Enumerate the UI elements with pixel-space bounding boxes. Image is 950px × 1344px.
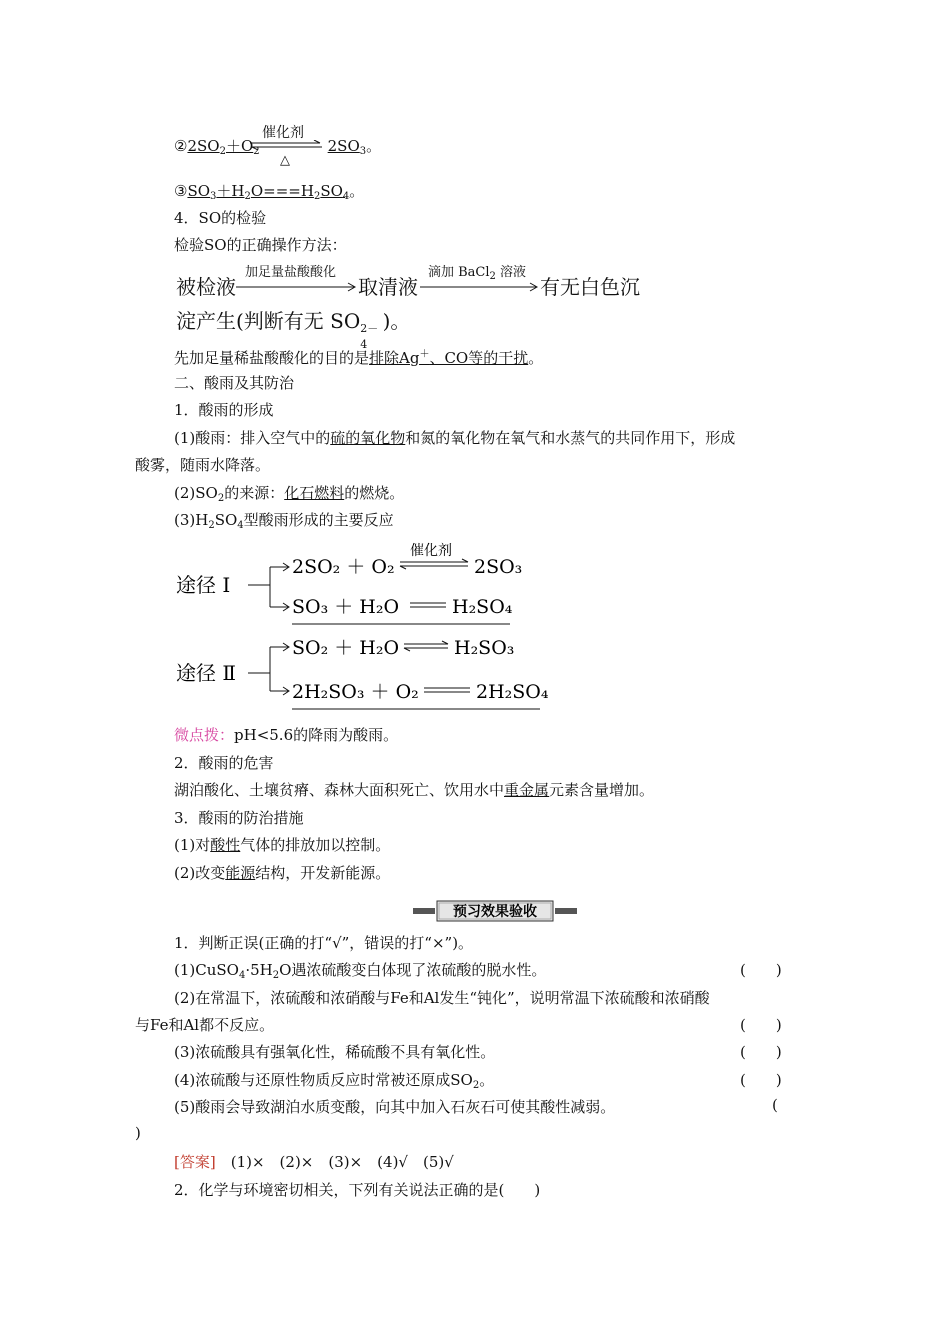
test-step-1: 被检液 [176, 275, 236, 299]
q2-title: 2．化学与环境密切相关，下列有关说法正确的是( ) [174, 1181, 541, 1199]
equation-2: $②2SO_2+O_2$ $2SO_3$。 [174, 137, 382, 157]
reaction-4-lhs: 2H₂SO₃ ＋ O₂ [292, 681, 419, 703]
q1-item-3: (3)浓硫酸具有强氧化性，稀硫酸不具有氧化性。 [174, 1043, 496, 1061]
acid-rain-routes-diagram [170, 535, 550, 715]
test-step-3: 有无白色沉 [540, 275, 640, 299]
q1-title: 1．判断正误(正确的打“√”，错误的打“×”)。 [174, 934, 474, 952]
q1-item-5: (5)酸雨会导致湖泊水质变酸，向其中加入石灰石可使其酸性减弱。 [174, 1098, 616, 1116]
test-arrow-1 [236, 282, 358, 292]
reaction-3-rhs: H₂SO₃ [454, 637, 515, 659]
acid-rain-def-line-1: (1)酸雨：排入空气中的硫的氧化物和氮的氧化物在氧气和水蒸气的共同作用下，形成 [174, 429, 736, 447]
prevention-title: 3．酸雨的防治措施 [174, 809, 304, 827]
route-2-label: 途径 Ⅱ [176, 661, 236, 685]
reaction-1-rhs: 2SO₃ [474, 556, 523, 578]
test-step-2: 取清液 [358, 275, 418, 299]
q1-item-4: (4)浓硫酸与还原性物质反应时常被还原成$SO_2$。 [174, 1071, 495, 1091]
reaction-2-rhs: H₂SO₄ [452, 596, 513, 618]
svg-text:预习效果验收: 预习效果验收 [453, 904, 537, 920]
so2-source-line: $(2)SO_2$的来源：化石燃料的燃烧。 [174, 484, 405, 504]
section-4-title: 4．SO的检验 [174, 209, 267, 227]
test-method-label: 检验SO的正确操作方法： [174, 236, 347, 254]
harm-title: 2．酸雨的危害 [174, 754, 274, 772]
reversible-arrow [248, 140, 324, 150]
q1-item-2-line-2: 与Fe和Al都不反应。 [135, 1016, 275, 1034]
acid-formation-title: 1．酸雨的形成 [174, 401, 274, 419]
heat-symbol: △ [280, 153, 290, 168]
reaction-1-catalyst: 催化剂 [410, 543, 452, 559]
purpose-line: 先加足量稀盐酸酸化的目的是排除Ag＋、CO等的干扰。 [174, 349, 544, 367]
test-arrow-2 [420, 282, 540, 292]
catalyst-label: 催化剂 [262, 125, 304, 141]
test-line-2: 淀产生(判断有无 SO 2－ 4 )。 [176, 309, 411, 351]
q1-item-5-answer-blank-open[interactable]: ( [772, 1096, 778, 1114]
prevention-item-1: (1)对酸性气体的排放加以控制。 [174, 836, 391, 854]
equation-3: $③SO_3+H_2O===H_2SO_4$。 [174, 182, 365, 202]
reaction-2-lhs: SO₃ ＋ H₂O [292, 596, 400, 618]
q1-item-1: $(1)CuSO_4\cdot 5H_2O$遇浓硫酸变白体现了浓硫酸的脱水性。 [174, 961, 547, 981]
prevention-item-2: (2)改变能源结构，开发新能源。 [174, 864, 391, 882]
harm-text: 湖泊酸化、土壤贫瘠、森林大面积死亡、饮用水中重金属元素含量增加。 [174, 781, 655, 799]
reaction-1-lhs: 2SO₂ ＋ O₂ [292, 556, 395, 578]
q1-item-3-answer-blank[interactable]: ( ) [740, 1043, 782, 1061]
reaction-3-lhs: SO₂ ＋ H₂O [292, 637, 400, 659]
tip-line: 微点拨：pH<5.6的降雨为酸雨。 [174, 726, 399, 744]
answer-line: [答案] (1)× (2)× (3)× (4)√ (5)√ [174, 1153, 454, 1171]
q1-item-4-answer-blank[interactable]: ( ) [740, 1071, 782, 1089]
section-badge [413, 898, 577, 924]
h2so4-reaction-title: $(3)H_2SO_4$型酸雨形成的主要反应 [174, 511, 394, 531]
route-1-label: 途径 Ⅰ [176, 573, 231, 597]
q1-item-5-answer-blank-close[interactable]: ) [135, 1124, 141, 1142]
part-2-title: 二、酸雨及其防治 [174, 374, 295, 392]
acid-rain-def-line-2: 酸雾，随雨水降落。 [135, 456, 271, 474]
q1-item-1-answer-blank[interactable]: ( ) [740, 961, 782, 979]
test-arrow-2-label: 滴加 BaCl$_2$ 溶液 [428, 265, 527, 282]
test-arrow-1-label: 加足量盐酸酸化 [245, 265, 337, 280]
q1-item-2-answer-blank[interactable]: ( ) [740, 1016, 782, 1034]
q1-item-2-line-1: (2)在常温下，浓硫酸和浓硝酸与Fe和Al发生“钝化”，说明常温下浓硫酸和浓硝酸 [174, 989, 710, 1007]
reaction-4-rhs: 2H₂SO₄ [476, 681, 549, 703]
